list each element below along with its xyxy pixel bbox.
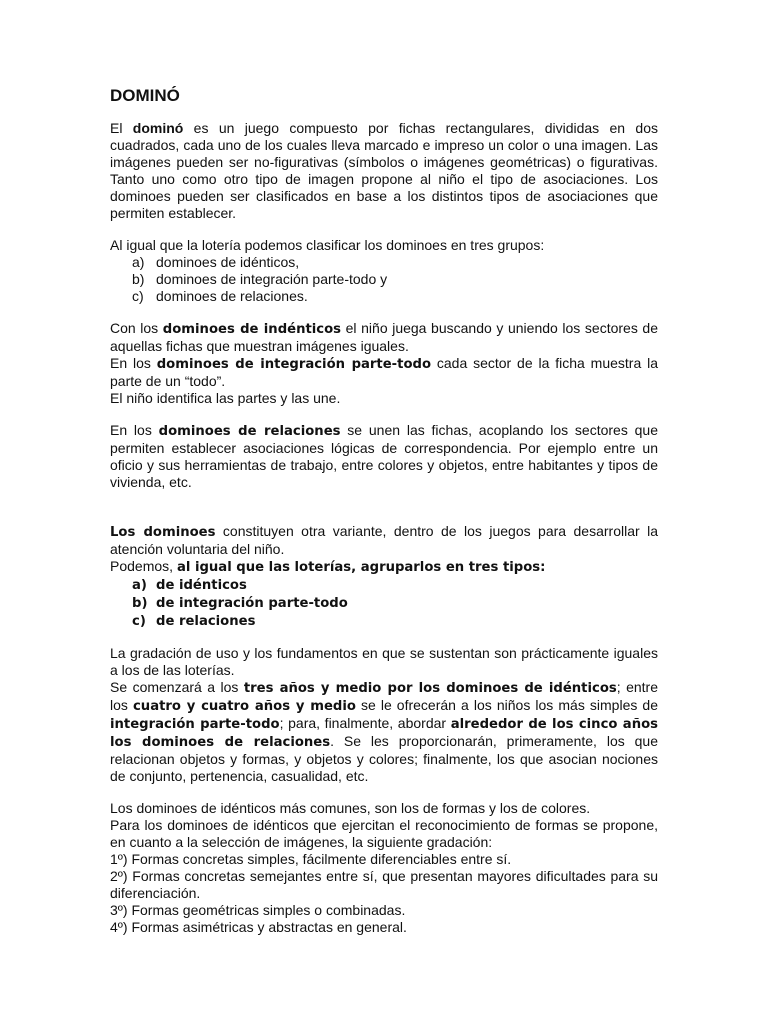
text-run: es un juego compuesto por fichas rectangulares, divididas en dos cuadrados, cada uno de los cuales lleva marcado e impreso un color o una imagen. Las imágenes pueden ser no-figurativas (símbolos o imágenes geométricas) o figurativas. Tanto uno como otro tipo de imagen propone al niño el tipo de asociaciones. Los dominoes pueden ser clasificados en base a los distintos tipos de asociaciones que permiten establecer.: [110, 120, 658, 221]
podemos-paragraph: [110, 558, 658, 576]
forma-line: 4º) Formas asimétricas y abstractas en general.: [110, 919, 407, 935]
bold-run: dominoes de relaciones: [158, 424, 341, 439]
document-title: DOMINÓ: [110, 86, 180, 105]
list-marker: a): [132, 578, 147, 593]
forma-line: 1º) Formas concretas simples, fácilmente diferenciables entre sí.: [110, 851, 512, 867]
identicos-paragraph: [110, 320, 658, 355]
intro-paragraph: [110, 120, 658, 222]
list-item: [132, 612, 658, 630]
bold-run: dominoes de integración parte-todo: [156, 357, 432, 372]
list-item: [132, 254, 658, 271]
bold-run: dominoes de indénticos: [162, 322, 342, 337]
list-text: de integración parte-todo: [156, 596, 348, 611]
bold-run: alrededor de los cinco años los dominoes de relaciones: [110, 717, 658, 750]
list-text: dominoes de integración parte-todo y: [156, 271, 388, 287]
list-marker: b): [132, 596, 148, 611]
forma-line: 3º) Formas geométricas simples o combinadas.: [110, 902, 406, 918]
bold-run: integración parte-todo: [110, 717, 280, 732]
list-marker: a): [132, 254, 145, 270]
text-run: En los: [110, 355, 157, 371]
text-run: se le ofrecerán a los niños los más simples de: [355, 697, 658, 713]
list-text: dominoes de relaciones.: [156, 288, 308, 304]
bold-run: dominó: [132, 120, 184, 136]
text-run: Podemos,: [110, 558, 177, 574]
relaciones-paragraph: [110, 422, 658, 491]
list-item: [132, 594, 658, 612]
text-run: el niño juega buscando y uniendo los sectores de aquellas fichas que muestran imágenes iguales.: [110, 320, 658, 354]
text-run: ; entre los: [110, 679, 658, 713]
comunes-paragraph: Los dominoes de idénticos más comunes, son los de formas y los de colores.: [110, 800, 591, 816]
text-run: constituyen otra variante, dentro de los juegos para desarrollar la atención voluntaria del niño.: [110, 523, 658, 557]
text-run: Con los: [110, 320, 163, 336]
text-run: . Se les proporcionarán, primeramente, los que relacionan objetos y formas, y objetos y colores; finalmente, los que asocian nociones de conjunto, pertenencia, casualidad, etc.: [110, 733, 658, 784]
bold-run: Los dominoes: [110, 525, 216, 540]
list-marker: c): [132, 614, 146, 629]
tipos-list: [110, 576, 658, 630]
list-text: de relaciones: [156, 614, 256, 629]
text-run: En los: [110, 422, 159, 438]
list-item: [132, 288, 658, 305]
text-run: Se comenzará a los: [110, 679, 244, 695]
para-formas-paragraph: Para los dominoes de idénticos que ejercitan el reconocimiento de formas se propone, en cuanto a la selección de imágenes, la siguiente gradación:: [110, 817, 658, 850]
bold-run: tres años y medio por los dominoes de idénticos: [243, 681, 617, 696]
list-marker: c): [132, 288, 144, 304]
text-run: se unen las fichas, acoplando los sectores que permiten establecer asociaciones lógicas de correspondencia. Por ejemplo entre un oficio y sus herramientas de trabajo, entre colores y objetos, entre habitantes y tipos de vivienda, etc.: [110, 422, 658, 490]
list-text: dominoes de idénticos,: [156, 254, 300, 270]
bold-run: cuatro y cuatro años y medio: [132, 699, 356, 714]
bold-run: al igual que las loterías, agruparlos en tres tipos:: [176, 560, 546, 575]
groups-list: [110, 254, 658, 305]
list-text: de idénticos: [156, 578, 247, 593]
list-item: [132, 576, 658, 594]
list-item: [132, 271, 658, 288]
text-run: El: [110, 120, 133, 136]
list-marker: b): [132, 271, 145, 287]
integracion-paragraph: [110, 355, 658, 390]
gradacion-paragraph: La gradación de uso y los fundamentos en que se sustentan son prácticamente iguales a los de las loterías.: [110, 645, 658, 678]
groups-intro: Al igual que la lotería podemos clasificar los dominoes en tres grupos:: [110, 237, 545, 253]
forma-line: 2º) Formas concretas semejantes entre sí, que presentan mayores dificultades para su diferenciación.: [110, 868, 658, 901]
identifica-paragraph: El niño identifica las partes y las une.: [110, 390, 341, 406]
text-run: ; para, finalmente, abordar: [279, 715, 451, 731]
variante-paragraph: [110, 523, 658, 558]
text-run: cada sector de la ficha muestra la parte de un “todo”.: [110, 355, 658, 389]
comenzara-paragraph: [110, 679, 658, 785]
